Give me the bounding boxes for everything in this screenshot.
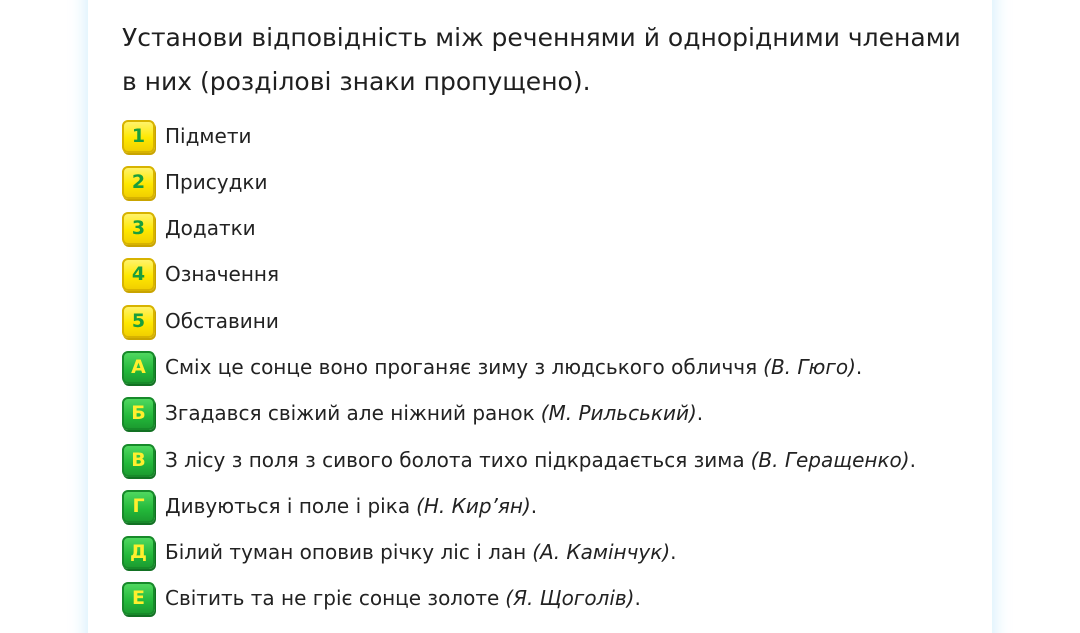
option-item-3 xyxy=(122,210,256,246)
sentence-text-h: Дивуються і поле і ріка xyxy=(165,494,411,518)
option-label-2: Присудки xyxy=(165,170,268,194)
sentence-badge-v: В xyxy=(122,444,155,477)
sentence-text-b: Згадався свіжий але ніжний ранок xyxy=(165,401,535,425)
sentence-item-b xyxy=(122,395,703,431)
sentence-text-v: З лісу з поля з сивого болота тихо підкрадається зима xyxy=(165,448,745,472)
sentence-author-d: (А. Камінчук) xyxy=(532,540,671,564)
sentence-badge-e: Е xyxy=(122,582,155,615)
sentence-end-e: . xyxy=(634,586,641,610)
sentence-badge-h: Г xyxy=(122,490,155,523)
sentence-end-b: . xyxy=(696,401,704,425)
sentence-text-e: Світить та не гріє сонце золоте xyxy=(165,586,500,610)
option-badge-2: 2 xyxy=(122,166,155,199)
sentence-badge-a: А xyxy=(122,351,155,384)
sentence-text-a: Сміх це сонце воно проганяє зиму з людського обличчя xyxy=(165,355,758,379)
sentence-end-h: . xyxy=(530,494,538,518)
option-item-2 xyxy=(122,164,267,200)
option-badge-4: 4 xyxy=(122,258,155,291)
sentence-item-e xyxy=(122,580,641,616)
sentence-text-d: Білий туман оповив річку ліс і лан xyxy=(165,540,527,564)
sentence-item-v xyxy=(122,442,916,478)
sentence-author-v: (В. Геращенко) xyxy=(750,448,910,472)
sentence-item-d xyxy=(122,534,677,570)
option-badge-1: 1 xyxy=(122,120,155,153)
sentence-item-h xyxy=(122,488,537,524)
sentence-item-a xyxy=(122,349,862,385)
sentence-badge-d: Д xyxy=(122,536,155,569)
option-badge-5: 5 xyxy=(122,305,155,338)
sentence-author-e: (Я. Щоголів) xyxy=(505,586,635,610)
option-badge-3: 3 xyxy=(122,212,155,245)
sentence-author-h: (Н. Кир’ян) xyxy=(416,494,531,518)
question-text: Установи відповідність між реченнями й однорідними членами в них (розділові знаки пропущено). xyxy=(122,23,961,96)
option-item-5 xyxy=(122,303,279,339)
option-label-3: Додатки xyxy=(165,216,256,240)
sentence-badge-b: Б xyxy=(122,397,155,430)
sentence-end-d: . xyxy=(670,540,677,564)
sentence-end-a: . xyxy=(855,355,863,379)
sentence-author-b: (М. Рильський) xyxy=(540,401,697,425)
option-label-1: Підмети xyxy=(165,124,252,148)
sentence-end-v: . xyxy=(909,448,916,472)
sentence-author-a: (В. Гюго) xyxy=(763,355,856,379)
option-item-4 xyxy=(122,256,279,292)
option-label-5: Обставини xyxy=(165,309,279,333)
option-label-4: Означення xyxy=(165,262,280,286)
option-item-1 xyxy=(122,118,251,154)
